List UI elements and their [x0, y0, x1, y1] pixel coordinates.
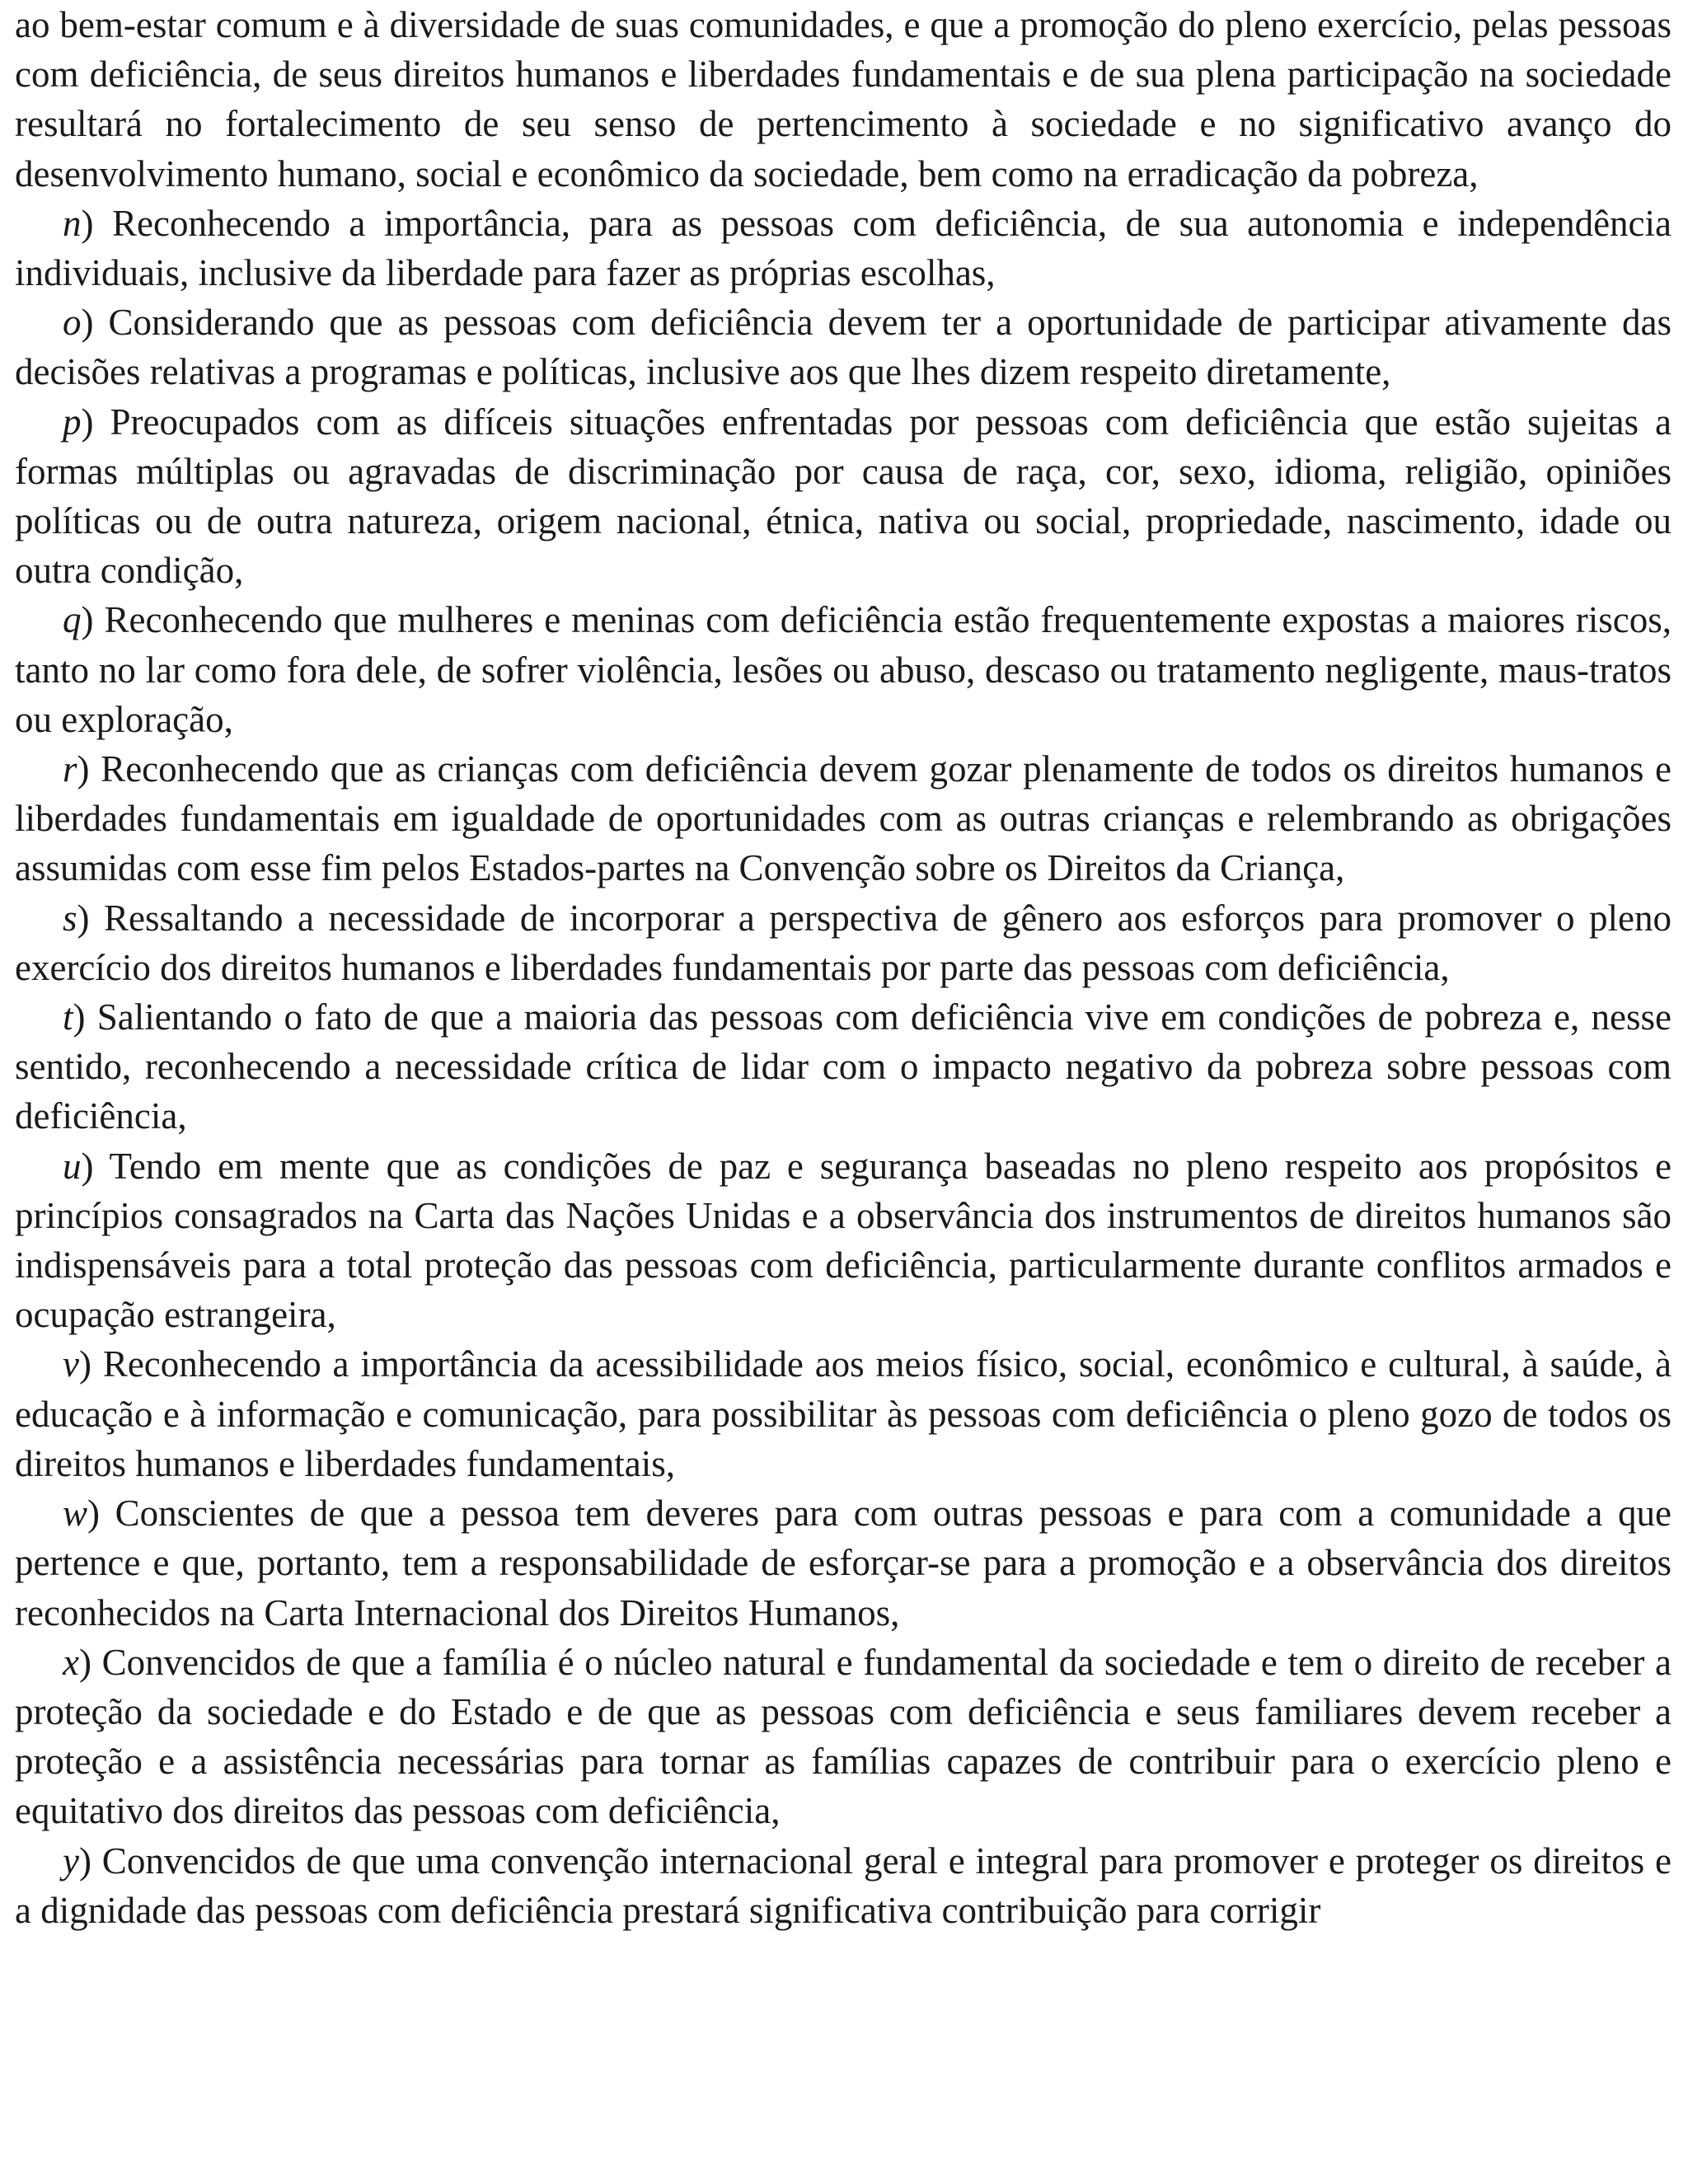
paragraph-letter: s [63, 897, 77, 939]
paragraph-item-s [15, 893, 1672, 992]
paragraph-text: ) Conscientes de que a pessoa tem deveres para com outras pessoas e para com a comunidade a que pertence e que, portanto, tem a responsabilidade de esforçar-se para a promoção e a observância dos direitos reconhecidos na Carta Internacional dos Direitos Humanos, [15, 1493, 1672, 1633]
paragraph-item-q [15, 595, 1672, 744]
paragraph-text: ) Convencidos de que a família é o núcleo natural e fundamental da sociedade e tem o direito de receber a proteção da sociedade e do Estado e de que as pessoas com deficiência e seus familiares devem receber a proteção e a assistência necessárias para tornar as famílias capazes de contribuir para o exercício pleno e equitativo dos direitos das pessoas com deficiência, [15, 1641, 1672, 1832]
paragraph-text: ) Reconhecendo a importância da acessibilidade aos meios físico, social, econômico e cultural, à saúde, à educação e à informação e comunicação, para possibilitar às pessoas com deficiência o pleno gozo de todos os direitos humanos e liberdades fundamentais, [15, 1343, 1672, 1484]
paragraph-item-x [15, 1638, 1672, 1836]
paragraph-letter: y [63, 1840, 79, 1882]
document-page [15, 0, 1672, 1935]
paragraph-text: ) Ressaltando a necessidade de incorporar a perspectiva de gênero aos esforços para promover o pleno exercício dos direitos humanos e liberdades fundamentais por parte das pessoas com deficiência, [15, 897, 1672, 988]
paragraph-item-v [15, 1339, 1672, 1488]
paragraph-item-n [15, 199, 1672, 298]
paragraph-letter: p [63, 401, 82, 443]
paragraph-letter: v [63, 1343, 79, 1385]
paragraph-item-r [15, 744, 1672, 893]
paragraph-text: ) Reconhecendo que mulheres e meninas com deficiência estão frequentemente expostas a maiores riscos, tanto no lar como fora dele, de sofrer violência, lesões ou abuso, descaso ou tratamento negligente, maus-tratos ou exploração, [15, 599, 1672, 740]
paragraph-text: ) Reconhecendo a importância, para as pessoas com deficiência, de sua autonomia e independência individuais, inclusive da liberdade para fazer as próprias escolhas, [15, 202, 1672, 294]
paragraph-item-u [15, 1141, 1672, 1340]
paragraph-item-t [15, 992, 1672, 1141]
paragraph-text: ) Considerando que as pessoas com deficiência devem ter a oportunidade de participar ativamente das decisões relativas a programas e políticas, inclusive aos que lhes dizem respeito diretamente, [15, 302, 1672, 393]
paragraph-item-o [15, 298, 1672, 396]
paragraph-letter: r [63, 748, 77, 790]
paragraph-letter: t [63, 996, 73, 1038]
paragraph-item-p [15, 397, 1672, 596]
paragraph-text: ) Convencidos de que uma convenção internacional geral e integral para promover e proteger os direitos e a dignidade das pessoas com deficiência prestará significativa contribuição para corrigir [15, 1840, 1672, 1931]
paragraph-item-y [15, 1836, 1672, 1935]
paragraph-letter: q [63, 599, 82, 641]
paragraph-item-w [15, 1488, 1672, 1638]
paragraph-text: ao bem-estar comum e à diversidade de suas comunidades, e que a promoção do pleno exercício, pelas pessoas com deficiência, de seus direitos humanos e liberdades fundamentais e de sua plena participação na sociedade resultará no fortalecimento de seu senso de pertencimento à sociedade e no significativo avanço do desenvolvimento humano, social e econômico da sociedade, bem como na erradicação da pobreza, [15, 4, 1672, 194]
paragraph-text: ) Preocupados com as difíceis situações enfrentadas por pessoas com deficiência que estão sujeitas a formas múltiplas ou agravadas de discriminação por causa de raça, cor, sexo, idioma, religião, opiniões políticas ou de outra natureza, origem nacional, étnica, nativa ou social, propriedade, nascimento, idade ou outra condição, [15, 401, 1672, 592]
paragraph-letter: x [63, 1641, 79, 1683]
paragraph-text: ) Reconhecendo que as crianças com deficiência devem gozar plenamente de todos os direitos humanos e liberdades fundamentais em igualdade de oportunidades com as outras crianças e relembrando as obrigações assumidas com esse fim pelos Estados-partes na Convenção sobre os Direitos da Criança, [15, 748, 1672, 889]
paragraph-text: ) Tendo em mente que as condições de paz e segurança baseadas no pleno respeito aos propósitos e princípios consagrados na Carta das Nações Unidas e a observância dos instrumentos de direitos humanos são indispensáveis para a total proteção das pessoas com deficiência, particularmente durante conflitos armados e ocupação estrangeira, [15, 1145, 1672, 1336]
paragraph-letter: o [63, 302, 82, 344]
paragraph-continuation [15, 0, 1672, 199]
paragraph-text: ) Salientando o fato de que a maioria das pessoas com deficiência vive em condições de pobreza e, nesse sentido, reconhecendo a necessidade crítica de lidar com o impacto negativo da pobreza sobre pessoas com deficiência, [15, 996, 1672, 1137]
paragraph-letter: n [63, 202, 82, 244]
paragraph-letter: u [63, 1145, 82, 1187]
paragraph-letter: w [63, 1493, 88, 1535]
